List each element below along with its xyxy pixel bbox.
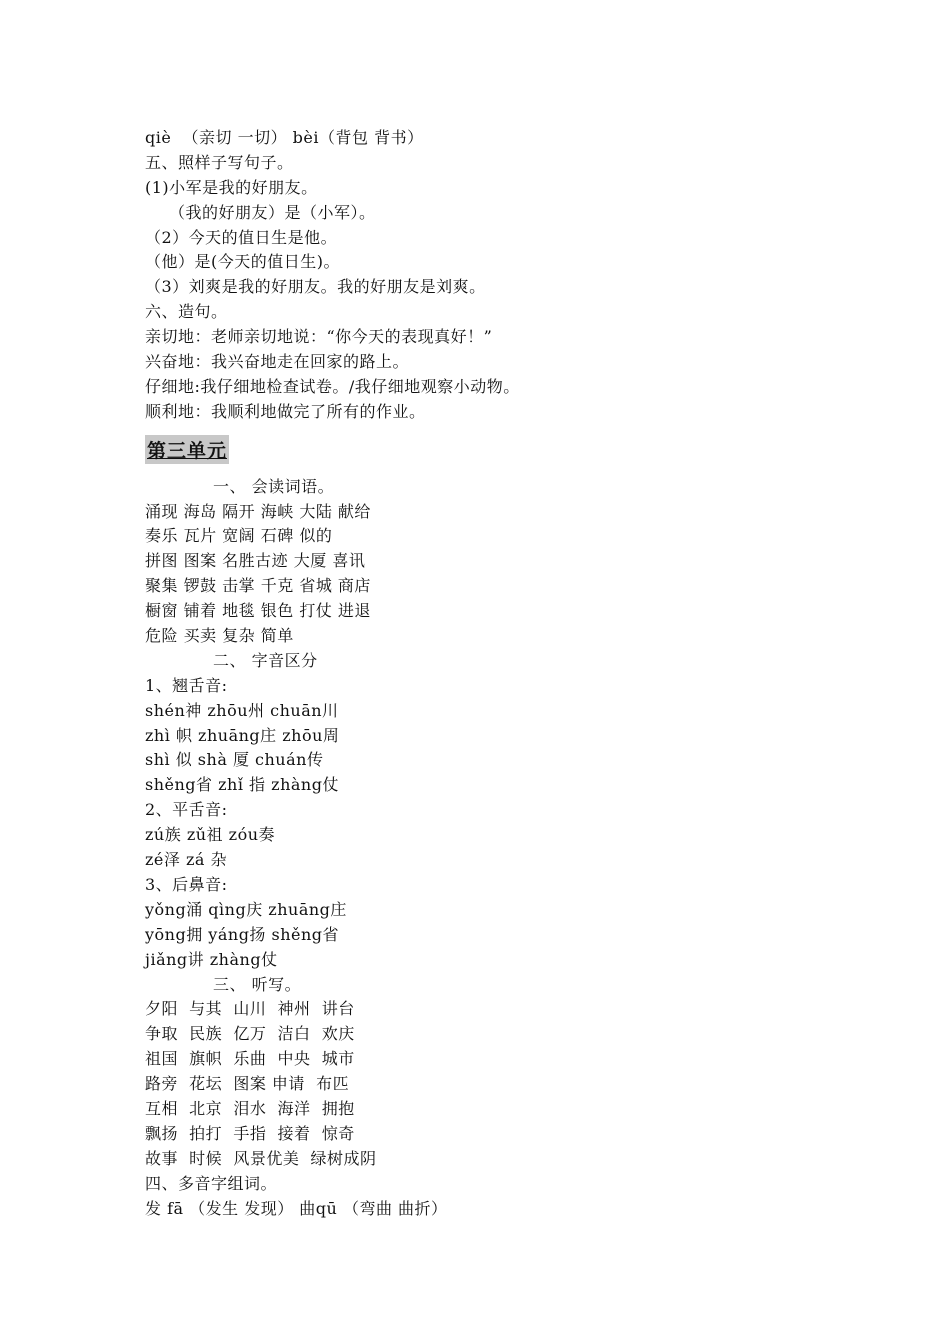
text-line: 仔细地:我仔细地检查试卷。/我仔细地观察小动物。	[145, 376, 520, 396]
section-heading-5: 五、照样子写句子。	[145, 152, 294, 172]
pinyin-row: zé泽 zá 杂	[145, 850, 228, 870]
section-heading-6: 六、造句。	[145, 302, 228, 322]
word-row: 橱窗 铺着 地毯 银色 打仗 进退	[145, 601, 371, 621]
word-row: 涌现 海岛 隔开 海峡 大陆 献给	[145, 501, 371, 521]
pinyin-row: zú族 zǔ祖 zóu奏	[145, 825, 276, 845]
word-row: 路旁 花坛 图案 申请 布匹	[145, 1074, 350, 1094]
text-line: 顺利地：我顺利地做完了所有的作业。	[145, 401, 426, 421]
pinyin-row: yǒng涌 qìng庆 zhuāng庄	[145, 899, 347, 919]
pinyin-row: shěng省 zhǐ 指 zhàng仗	[145, 775, 339, 795]
text-line: （3）刘爽是我的好朋友。我的好朋友是刘爽。	[145, 277, 486, 297]
subsection-heading-2: 二、 字音区分	[213, 650, 318, 670]
pinyin-row: zhì 帜 zhuāng庄 zhōu周	[145, 725, 340, 745]
text-line: （他）是(今天的值日生)。	[145, 252, 340, 272]
pinyin-row: jiǎng讲 zhàng仗	[145, 949, 278, 969]
word-row: 故事 时候 风景优美 绿树成阴	[145, 1148, 377, 1168]
word-row: 互相 北京 泪水 海洋 拥抱	[145, 1098, 355, 1118]
pinyin-row: yōng拥 yáng扬 shěng省	[145, 924, 340, 944]
text-line: 亲切地：老师亲切地说：“你今天的表现真好！”	[145, 327, 493, 347]
subsection-heading-3: 三、 听写。	[213, 974, 302, 994]
text-line: 3、后鼻音:	[145, 874, 228, 894]
subsection-heading-4: 四、多音字组词。	[145, 1173, 278, 1193]
unit-heading-row	[145, 425, 845, 475]
text-line: 1、翘舌音:	[145, 675, 228, 695]
document-page	[145, 126, 845, 1221]
word-row: 聚集 锣鼓 击掌 千克 省城 商店	[145, 576, 371, 596]
pinyin-row: shén神 zhōu州 chuān川	[145, 700, 339, 720]
text-line: 发 fā （发生 发现） 曲qū （弯曲 曲折）	[145, 1198, 448, 1218]
text-line: 兴奋地：我兴奋地走在回家的路上。	[145, 352, 410, 372]
text-line: qiè （亲切 一切） bèi（背包 背书）	[145, 128, 424, 147]
word-row: 夕阳 与其 山川 神州 讲台	[145, 999, 355, 1019]
word-row: 争取 民族 亿万 洁白 欢庆	[145, 1024, 355, 1044]
word-row: 奏乐 瓦片 宽阔 石碑 似的	[145, 526, 333, 546]
text-line: (1)小军是我的好朋友。	[145, 177, 318, 197]
word-row: 危险 买卖 复杂 简单	[145, 626, 294, 646]
subsection-heading-1: 一、 会读词语。	[213, 476, 335, 496]
unit-heading: 第三单元	[145, 435, 229, 464]
word-row: 飘扬 拍打 手指 接着 惊奇	[145, 1123, 355, 1143]
word-row: 拼图 图案 名胜古迹 大厦 喜讯	[145, 551, 366, 571]
text-line: 2、平舌音:	[145, 800, 228, 820]
text-line: （我的好朋友）是（小军）。	[169, 202, 376, 222]
word-row: 祖国 旗帜 乐曲 中央 城市	[145, 1049, 355, 1069]
pinyin-row: shì 似 shà 厦 chuán传	[145, 750, 324, 770]
text-line: （2）今天的值日生是他。	[145, 227, 338, 247]
